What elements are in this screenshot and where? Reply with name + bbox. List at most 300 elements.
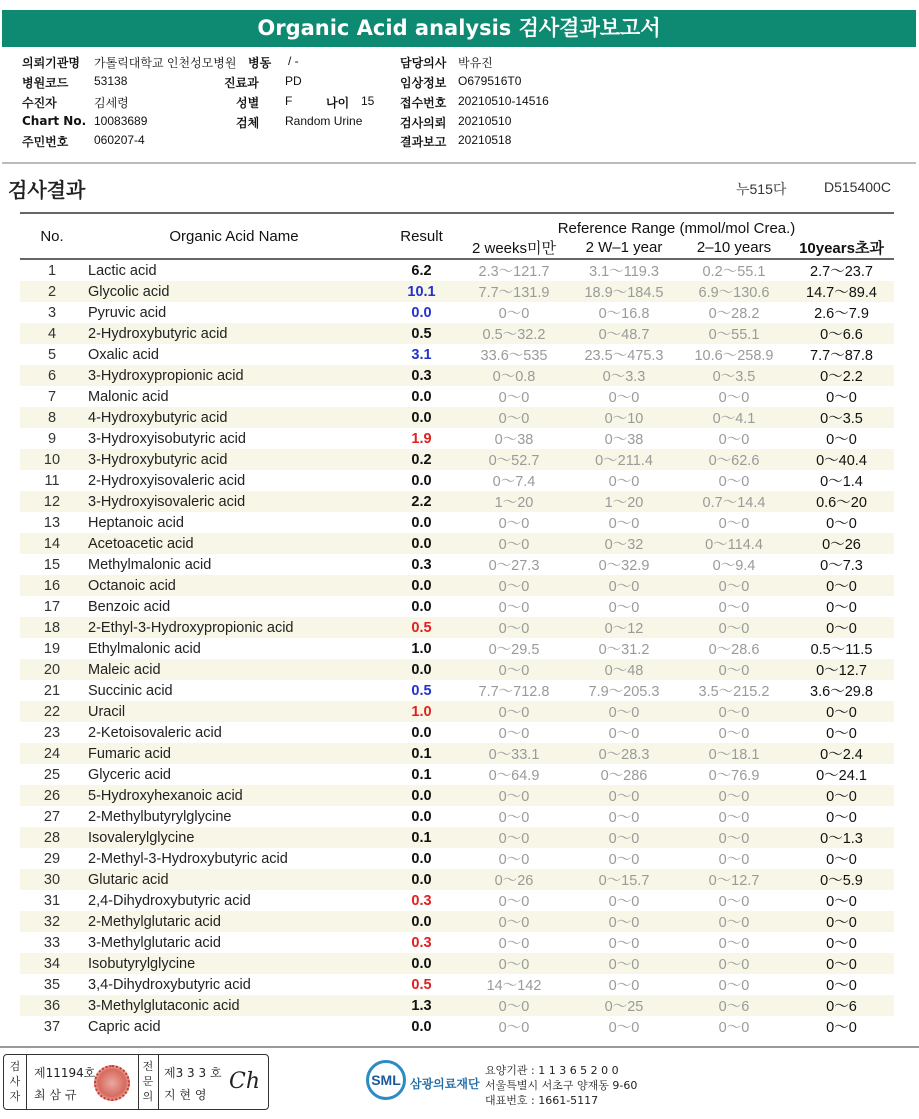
table-row (20, 470, 894, 491)
result-value: 0.1 (384, 827, 459, 848)
col-no-header: No. (20, 213, 84, 259)
acid-name: 4-Hydroxybutyric acid (84, 407, 384, 428)
ref-range-1y: 3.1～119.3 (589, 264, 659, 280)
ref-range-adult: 0～0 (826, 1020, 857, 1036)
ref-range-2w: 0～38 (494, 432, 534, 448)
ref-range-adult: 0～0 (826, 726, 857, 742)
results-table (20, 212, 894, 1037)
ref-range-10y: 3.5～215.2 (698, 684, 770, 700)
row-number: 17 (43, 598, 61, 615)
ref-range-adult: 0～0 (826, 600, 857, 616)
ref-range-adult: 0～0 (826, 936, 857, 952)
row-number: 32 (20, 911, 84, 932)
col-name-header: Organic Acid Name (84, 213, 384, 259)
ref-range-10y: 0～0 (679, 659, 789, 680)
ref-range-10y: 0～0 (718, 432, 750, 448)
ref-range-1y: 0～0 (608, 474, 640, 490)
patient-value: 김세령 (94, 96, 129, 110)
result-value: 0.0 (411, 472, 432, 489)
table-row (20, 785, 894, 806)
ref-range-1y: 0～10 (569, 407, 679, 428)
ref-range-1y: 0～0 (569, 911, 679, 932)
ref-range-10y: 0～6 (679, 995, 789, 1016)
receipt-no-label: 접수번호 (400, 96, 447, 110)
ref-range-adult: 0～3.5 (789, 407, 894, 428)
ref-range-1y: 0～31.2 (598, 642, 650, 658)
result-value: 0.3 (411, 934, 432, 951)
ref-range-2w: 0～7.4 (492, 474, 536, 490)
result-value: 1.0 (384, 701, 459, 722)
ref-range-adult: 0～1.3 (789, 827, 894, 848)
ward-value: / - (288, 54, 299, 68)
ref-range-10y: 0～76.9 (708, 768, 760, 784)
ref-range-adult: 3.6～29.8 (810, 684, 873, 700)
ref-range-2w: 7.7～712.8 (478, 684, 550, 700)
section-code-1: 누515다 (736, 181, 787, 197)
specialist-label: 전문의 (142, 1060, 154, 1103)
ref-range-2w: 33.6～535 (480, 348, 548, 364)
result-value: 0.0 (411, 808, 432, 825)
ref-col-header: 10years초과 (799, 240, 884, 257)
acid-name: 3-Hydroxybutyric acid (84, 449, 384, 470)
acid-name: Maleic acid (84, 659, 384, 680)
row-number: 16 (20, 575, 84, 596)
row-number: 33 (43, 934, 61, 951)
row-number: 11 (44, 472, 60, 489)
ref-range-adult: 0～1.4 (820, 474, 863, 490)
ref-range-1y: 0～0 (608, 894, 640, 910)
row-number: 18 (20, 617, 84, 638)
ref-range-1y: 0～0 (608, 936, 640, 952)
ref-range-adult: 7.7～87.8 (810, 348, 873, 364)
result-value: 0.3 (384, 365, 459, 386)
table-row (20, 974, 894, 995)
ref-range-10y: 10.6～258.9 (694, 348, 774, 364)
table-row (20, 386, 894, 407)
section-code-2: D515400C (824, 179, 891, 195)
table-row (20, 722, 894, 743)
ref-range-2w: 0～33.1 (459, 743, 569, 764)
ref-range-2w: 7.7～131.9 (459, 281, 569, 302)
result-value: 0.1 (384, 743, 459, 764)
ref-range-2w: 0～0 (498, 810, 530, 826)
ref-range-adult: 0～0 (826, 390, 857, 406)
acid-name: 3-Methylglutaconic acid (84, 995, 384, 1016)
acid-name: 2-Hydroxybutyric acid (84, 323, 384, 344)
ref-range-10y: 0～4.1 (679, 407, 789, 428)
row-number: 2 (20, 281, 84, 302)
ref-range-10y: 0～0 (679, 827, 789, 848)
ref-range-10y: 0～18.1 (679, 743, 789, 764)
ref-range-1y: 0～211.4 (569, 449, 679, 470)
ref-range-2w: 0～64.9 (488, 768, 540, 784)
acid-name: Acetoacetic acid (84, 533, 384, 554)
row-number: 10 (20, 449, 84, 470)
result-value: 1.3 (384, 995, 459, 1016)
result-value: 0.5 (384, 323, 459, 344)
result-value: 0.5 (411, 682, 432, 699)
row-number: 21 (43, 682, 61, 699)
ref-range-2w: 0～0 (459, 533, 569, 554)
ref-range-1y: 23.5～475.3 (584, 348, 664, 364)
ref-range-2w: 0～0 (498, 306, 530, 322)
resident-no-label: 주민번호 (22, 135, 69, 149)
tester-license: 제11194호 (34, 1066, 96, 1080)
age-value: 15 (361, 94, 375, 108)
organization-info (485, 1063, 637, 1108)
ref-range-2w: 0～0 (498, 390, 530, 406)
ref-range-10y: 0～0 (718, 852, 750, 868)
ref-range-10y: 0～0 (718, 810, 750, 826)
ref-range-1y: 0～38 (604, 432, 644, 448)
acid-name: Pyruvic acid (88, 304, 167, 321)
result-value: 0.0 (384, 575, 459, 596)
results-body (20, 259, 894, 1037)
col-result-header: Result (384, 213, 459, 259)
row-number: 6 (20, 365, 84, 386)
result-value: 0.5 (411, 976, 432, 993)
table-row (20, 680, 894, 701)
table-row (20, 365, 894, 386)
row-number: 28 (20, 827, 84, 848)
request-date-value: 20210510 (458, 114, 512, 128)
receipt-no-value: 20210510-14516 (458, 94, 549, 108)
ref-range-adult: 0.5～11.5 (810, 642, 873, 658)
hospital-code-label: 병원코드 (22, 76, 69, 90)
ref-range-adult: 0～0 (789, 785, 894, 806)
ref-range-2w: 0～0 (459, 785, 569, 806)
ref-range-10y: 0～9.4 (712, 558, 756, 574)
ref-range-1y: 0～0 (608, 516, 640, 532)
table-row (20, 638, 894, 659)
signature-box (3, 1054, 269, 1110)
ref-range-2w: 1～20 (459, 491, 569, 512)
acid-name: Fumaric acid (84, 743, 384, 764)
acid-name: 2-Ethyl-3-Hydroxypropionic acid (84, 617, 384, 638)
ref-range-10y: 0～0 (718, 390, 750, 406)
ref-range-1y: 1～20 (569, 491, 679, 512)
table-row (20, 302, 894, 323)
clinical-info-label: 임상정보 (400, 76, 447, 90)
ref-range-10y: 0～0 (718, 726, 750, 742)
row-number: 12 (20, 491, 84, 512)
acid-name: Oxalic acid (88, 346, 159, 363)
age-label: 나이 (326, 96, 350, 110)
ref-range-adult: 0～0 (826, 432, 857, 448)
row-number: 34 (20, 953, 84, 974)
specimen-label: 검체 (236, 116, 260, 130)
specialist-name: 지 현 영 (164, 1088, 207, 1102)
chart-no-value: 10083689 (94, 114, 148, 128)
divider (26, 1055, 27, 1109)
ref-range-10y: 0～0 (718, 894, 750, 910)
result-value: 0.0 (384, 869, 459, 890)
table-row (20, 428, 894, 449)
ref-range-10y: 0～0 (679, 911, 789, 932)
ref-range-2w: 0～0 (459, 659, 569, 680)
report-date-label: 결과보고 (400, 135, 447, 149)
ref-range-2w: 0.5～32.2 (459, 323, 569, 344)
ref-range-1y: 0～15.7 (569, 869, 679, 890)
ref-range-adult: 0～0 (789, 617, 894, 638)
result-value: 2.2 (384, 491, 459, 512)
ref-range-2w: 0～0 (459, 575, 569, 596)
ref-range-1y: 0～16.8 (598, 306, 650, 322)
ref-range-1y: 0～3.3 (569, 365, 679, 386)
section-title: 검사결과 (8, 178, 86, 202)
ref-range-2w: 0～0 (459, 827, 569, 848)
table-row (20, 701, 894, 722)
ref-range-10y: 0～3.5 (679, 365, 789, 386)
row-number: 20 (20, 659, 84, 680)
specialist-license: 제3 3 3 호 (164, 1066, 222, 1080)
result-value: 0.0 (411, 1018, 432, 1035)
doctor-label: 담당의사 (400, 56, 447, 70)
institution-code: 요양기관 : 1 1 3 6 5 2 0 0 (485, 1064, 619, 1077)
result-value: 0.0 (384, 407, 459, 428)
acid-name: Octanoic acid (84, 575, 384, 596)
row-number: 13 (43, 514, 61, 531)
result-value: 0.0 (384, 785, 459, 806)
specimen-value: Random Urine (285, 114, 363, 128)
acid-name: Isobutyrylglycine (84, 953, 384, 974)
row-number: 3 (47, 304, 57, 321)
tester-name: 최 삼 규 (34, 1088, 77, 1102)
acid-name: 3-Hydroxyisobutyric acid (88, 430, 246, 447)
ref-range-2w: 0～0 (459, 911, 569, 932)
table-row (20, 259, 894, 281)
table-row (20, 848, 894, 869)
result-value: 0.0 (384, 533, 459, 554)
ref-range-10y: 0～55.1 (679, 323, 789, 344)
table-row (20, 281, 894, 302)
table-row (20, 407, 894, 428)
result-value: 0.0 (384, 911, 459, 932)
ref-range-2w: 0～0 (498, 1020, 530, 1036)
acid-name: Succinic acid (88, 682, 173, 699)
result-value: 6.2 (411, 262, 432, 279)
acid-name: 2-Methylglutaric acid (84, 911, 384, 932)
table-row (20, 449, 894, 470)
clinical-info-value: O679516T0 (458, 74, 522, 88)
ref-range-2w: 0～0 (459, 701, 569, 722)
ref-range-adult: 0.6～20 (789, 491, 894, 512)
ref-range-2w: 2.3～121.7 (478, 264, 550, 280)
ref-range-1y: 0～0 (608, 600, 640, 616)
row-number: 14 (20, 533, 84, 554)
result-value: 1.0 (411, 640, 432, 657)
ref-range-adult: 14.7～89.4 (789, 281, 894, 302)
ref-range-2w: 0～0.8 (459, 365, 569, 386)
ref-range-adult: 0～6.6 (789, 323, 894, 344)
ref-range-10y: 0～114.4 (679, 533, 789, 554)
divider (138, 1055, 139, 1109)
ref-range-2w: 0～0 (498, 936, 530, 952)
row-number: 22 (20, 701, 84, 722)
divider (158, 1055, 159, 1109)
chart-no-label: Chart No. (22, 114, 87, 128)
doctor-value: 박유진 (458, 56, 493, 70)
ref-range-adult: 2.7～23.7 (810, 264, 873, 280)
ref-range-adult: 0～0 (826, 978, 857, 994)
ref-range-2w: 0～27.3 (488, 558, 540, 574)
result-value: 0.3 (411, 556, 432, 573)
table-row (20, 323, 894, 344)
ref-col-header: 2–10 years (696, 239, 772, 256)
acid-name: 5-Hydroxyhexanoic acid (84, 785, 384, 806)
ref-range-adult: 0～0 (826, 852, 857, 868)
acid-name: Benzoic acid (88, 598, 171, 615)
acid-name: 3-Hydroxypropionic acid (84, 365, 384, 386)
ref-range-adult: 0～7.3 (820, 558, 863, 574)
result-value: 0.0 (411, 850, 432, 867)
ref-range-2w: 14～142 (486, 978, 542, 994)
result-value: 0.2 (384, 449, 459, 470)
ref-range-2w: 0～0 (459, 407, 569, 428)
table-row (20, 806, 894, 827)
result-value: 0.0 (411, 304, 432, 321)
row-number: 23 (43, 724, 61, 741)
ref-range-1y: 0～0 (569, 785, 679, 806)
acid-name: Malonic acid (88, 388, 169, 405)
acid-name: Glutaric acid (84, 869, 384, 890)
result-value: 0.0 (411, 514, 432, 531)
ref-range-1y: 0～48.7 (569, 323, 679, 344)
row-number: 1 (47, 262, 57, 279)
table-row (20, 827, 894, 848)
ref-range-10y: 0～0 (679, 575, 789, 596)
table-row (20, 743, 894, 764)
table-row (20, 575, 894, 596)
ref-range-2w: 0～0 (459, 617, 569, 638)
acid-name: Heptanoic acid (88, 514, 184, 531)
footer-divider (0, 1046, 919, 1048)
ref-range-2w: 0～0 (459, 953, 569, 974)
acid-name: Uracil (84, 701, 384, 722)
ref-range-10y: 0～28.2 (708, 306, 760, 322)
row-number: 9 (47, 430, 57, 447)
ref-range-2w: 0～52.7 (459, 449, 569, 470)
table-row (20, 932, 894, 953)
ref-range-adult: 0～40.4 (789, 449, 894, 470)
ref-range-2w: 0～0 (498, 726, 530, 742)
table-row (20, 1016, 894, 1037)
row-number: 25 (43, 766, 61, 783)
report-date-value: 20210518 (458, 133, 512, 147)
ref-range-1y: 0～12 (569, 617, 679, 638)
tester-label: 검사자 (9, 1060, 21, 1103)
row-number: 8 (20, 407, 84, 428)
acid-name: Glyceric acid (88, 766, 171, 783)
ref-range-2w: 0～0 (498, 516, 530, 532)
phone: 대표번호 : 1661-5117 (485, 1094, 599, 1107)
result-value: 0.3 (411, 892, 432, 909)
row-number: 19 (43, 640, 61, 657)
ref-range-1y: 7.9～205.3 (588, 684, 660, 700)
table-row (20, 344, 894, 365)
ref-range-1y: 0～28.3 (569, 743, 679, 764)
acid-name: 3,4-Dihydroxybutyric acid (88, 976, 251, 993)
row-number: 15 (43, 556, 61, 573)
result-value: 0.0 (384, 659, 459, 680)
row-number: 37 (43, 1018, 61, 1035)
table-row (20, 995, 894, 1016)
patient-label: 수진자 (22, 96, 57, 110)
ref-range-10y: 0～28.6 (708, 642, 760, 658)
ref-range-1y: 0～0 (569, 701, 679, 722)
ref-range-adult: 0～0 (789, 953, 894, 974)
ref-range-10y: 0～12.7 (679, 869, 789, 890)
acid-name: 2,4-Dihydroxybutyric acid (88, 892, 251, 909)
sml-logo-icon: SML (366, 1060, 406, 1100)
ref-range-10y: 0～0 (718, 600, 750, 616)
table-row (20, 533, 894, 554)
row-number: 26 (20, 785, 84, 806)
result-value: 0.0 (411, 724, 432, 741)
ref-range-10y: 0～0 (679, 617, 789, 638)
ref-range-2w: 0～29.5 (488, 642, 540, 658)
report-title: Organic Acid analysis 검사결과보고서 (2, 10, 916, 47)
resident-no-value: 060207-4 (94, 133, 145, 147)
row-number: 36 (20, 995, 84, 1016)
address: 서울특별시 서초구 양재동 9-60 (485, 1079, 638, 1092)
ref-range-2w: 0～0 (459, 995, 569, 1016)
row-number: 4 (20, 323, 84, 344)
ref-range-1y: 0～0 (569, 953, 679, 974)
ref-range-adult: 0～2.2 (789, 365, 894, 386)
sex-value: F (285, 94, 293, 108)
ref-range-adult: 0～0 (826, 894, 857, 910)
row-number: 24 (20, 743, 84, 764)
table-row (20, 617, 894, 638)
acid-name: Capric acid (88, 1018, 161, 1035)
ref-range-10y: 6.9～130.6 (679, 281, 789, 302)
ref-range-adult: 0～0 (789, 575, 894, 596)
result-value: 10.1 (384, 281, 459, 302)
table-row (20, 596, 894, 617)
ref-range-1y: 0～0 (608, 1020, 640, 1036)
ward-label: 병동 (248, 56, 272, 70)
ref-range-1y: 0～0 (608, 810, 640, 826)
ref-range-10y: 0～0 (718, 474, 750, 490)
table-row (20, 512, 894, 533)
acid-name: 2-Methyl-3-Hydroxybutyric acid (88, 850, 288, 867)
ref-range-1y: 18.9～184.5 (569, 281, 679, 302)
table-row (20, 659, 894, 680)
row-number: 31 (43, 892, 61, 909)
institution-label: 의뢰기관명 (22, 56, 80, 70)
sex-label: 성별 (236, 96, 260, 110)
acid-name: 2-Hydroxyisovaleric acid (88, 472, 246, 489)
ref-range-1y: 0～0 (608, 978, 640, 994)
result-value: 0.0 (384, 953, 459, 974)
row-number: 35 (43, 976, 61, 993)
table-row (20, 554, 894, 575)
table-row (20, 491, 894, 512)
row-number: 27 (43, 808, 61, 825)
acid-name: Lactic acid (88, 262, 157, 279)
ref-range-10y: 0～0 (718, 936, 750, 952)
result-value: 0.0 (411, 388, 432, 405)
official-seal-icon (94, 1065, 130, 1101)
ref-range-adult: 0～12.7 (789, 659, 894, 680)
ref-range-10y: 0～62.6 (679, 449, 789, 470)
department-label: 진료과 (224, 76, 259, 90)
result-value: 0.1 (411, 766, 432, 783)
ref-range-1y: 0～48 (569, 659, 679, 680)
acid-name: Glycolic acid (84, 281, 384, 302)
result-value: 0.0 (411, 598, 432, 615)
